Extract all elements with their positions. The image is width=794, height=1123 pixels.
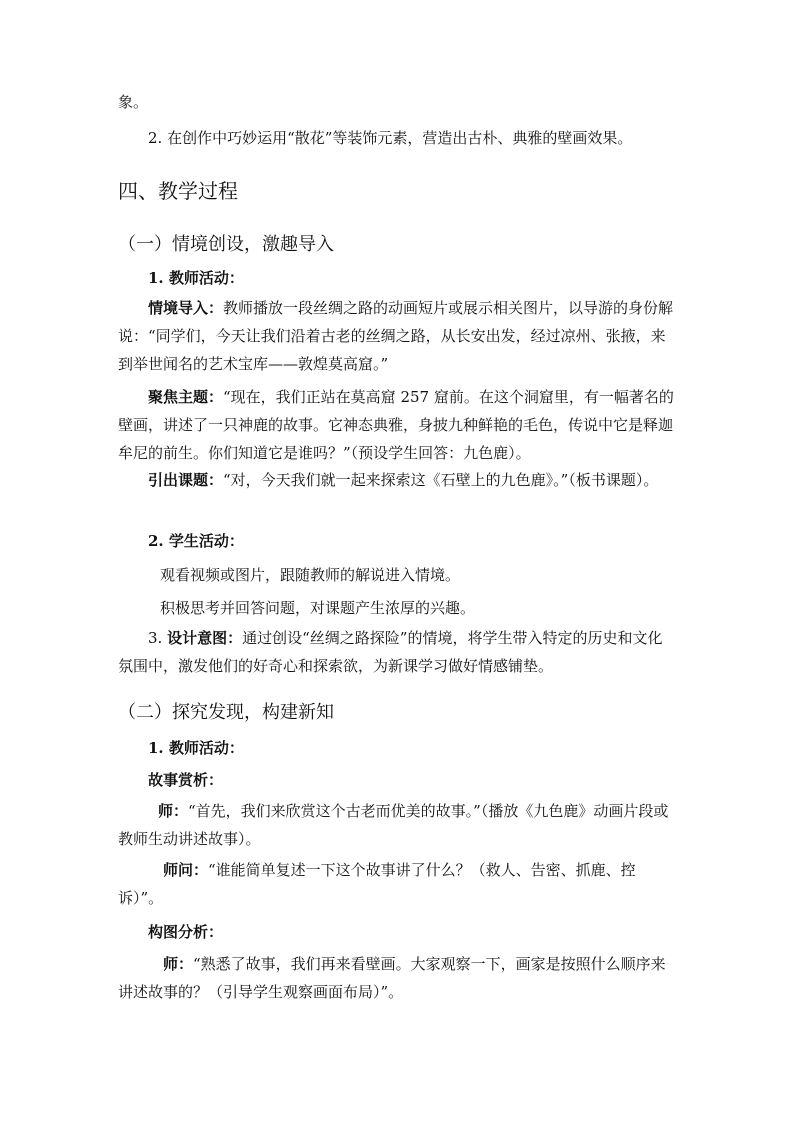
subsection-heading-2: （二）探究发现，构建新知	[118, 702, 334, 723]
composition-analysis-label: 构图分析：	[148, 923, 224, 941]
subsection-heading-1: （一）情境创设，激趣导入	[118, 234, 334, 255]
design-intent-paragraph: 3. 设计意图：通过创设“丝绸之路探险”的情境，将学生带入特定的历史和文化氛围中，激发他们的好奇心和探索欲，为新课学习做好情感铺垫。	[118, 629, 663, 675]
story-teacher-paragraph: 师：“首先，我们来欣赏这个古老而优美的故事。”（播放《九色鹿》动画片段或教师生动讲述故事）。	[118, 802, 669, 848]
objective-item-2: 2. 在创作中巧妙运用“散花”等装饰元素，营造出古朴、典雅的壁画效果。	[148, 129, 633, 147]
teacher-activity-label: 1. 教师活动：	[148, 269, 244, 287]
scenario-intro-paragraph: 情境导入：教师播放一段丝绸之路的动画短片或展示相关图片，以导游的身份解说：“同学们，今天让我们沿着古老的丝绸之路，从长安出发，经过凉州、张掖，来到举世闻名的艺术宝库——敦煌莫高窟。”	[118, 299, 674, 373]
focus-theme-paragraph: 聚焦主题：“现在，我们正站在莫高窟 257 窟前。在这个洞窟里，有一幅著名的壁画，讲述了一只神鹿的故事。它神态典雅，身披九种鲜艳的毛色，传说中它是释迦牟尼的前生。你们知道它是谁吗？”（预设学生回答：九色鹿）。	[118, 388, 674, 462]
student-activity-item-2: 积极思考并回答问题，对课题产生浓厚的兴趣。	[160, 599, 476, 617]
teacher-activity-label-2: 1. 教师活动：	[148, 739, 244, 757]
composition-teacher-paragraph: 师：“熟悉了故事，我们再来看壁画。大家观察一下，画家是按照什么顺序来讲述故事的？（引导学生观察画面布局）”。	[118, 955, 666, 1001]
student-activity-label: 2. 学生活动：	[148, 532, 244, 550]
continued-line: 象。	[118, 93, 149, 111]
student-activity-item-1: 观看视频或图片，跟随教师的解说进入情境。	[160, 566, 461, 584]
story-appreciation-label: 故事赏析：	[148, 771, 224, 789]
story-question-paragraph: 师问：“谁能简单复述一下这个故事讲了什么？（救人、告密、抓鹿、控诉）”。	[118, 861, 636, 907]
section-heading-teaching-process: 四、教学过程	[118, 179, 238, 203]
topic-intro-paragraph: 引出课题：“对，今天我们就一起来探索这《石壁上的九色鹿》。”（板书课题）。	[148, 471, 659, 489]
